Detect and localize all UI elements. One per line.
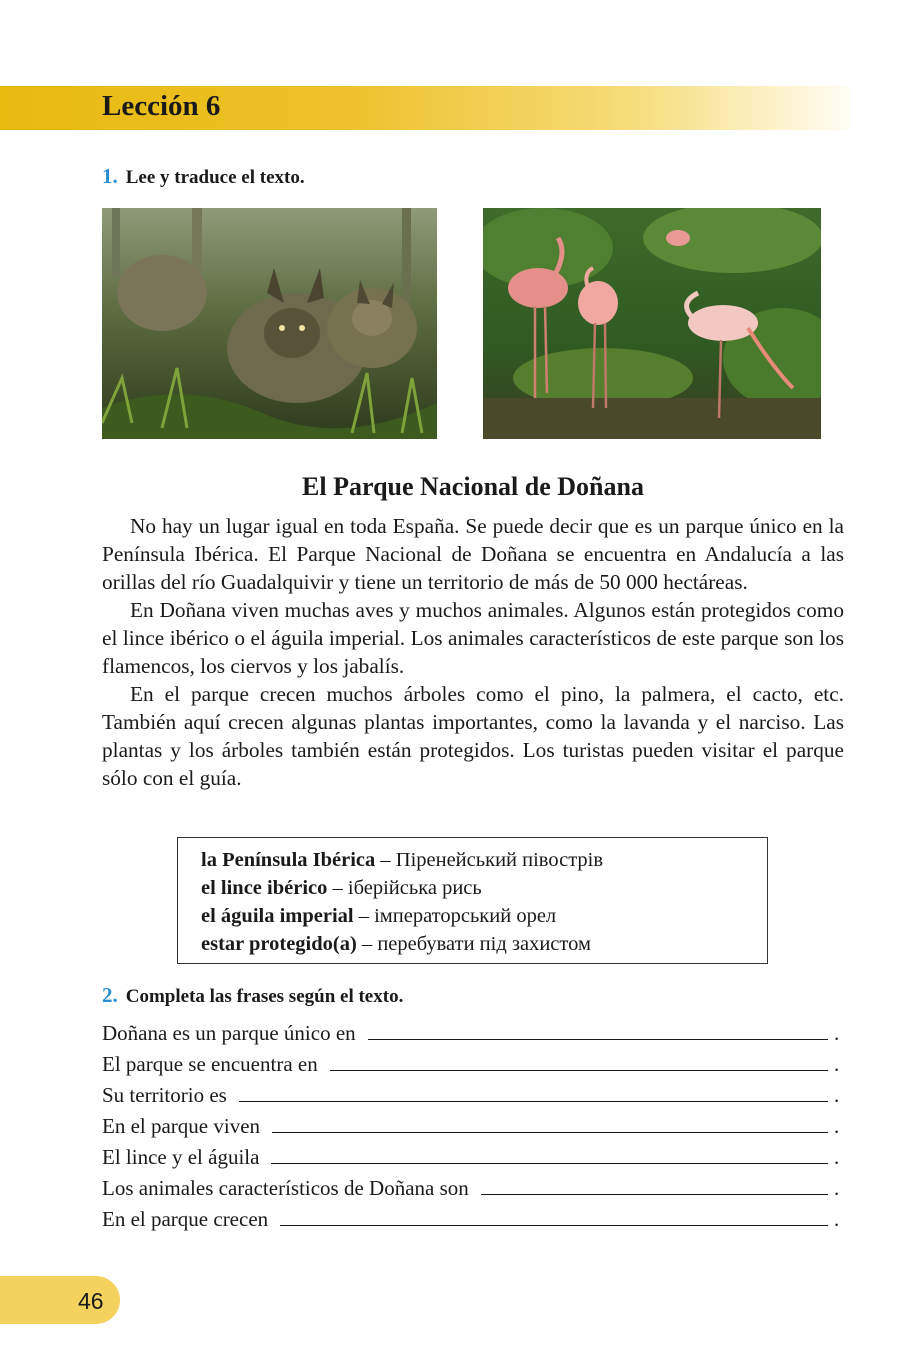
vocab-entry: [201, 930, 767, 958]
lesson-title: Lección 6: [102, 90, 221, 122]
flamingos-photo: [483, 208, 821, 439]
answer-blank[interactable]: [330, 1048, 828, 1071]
sentence-text: Los animales característicos de Doñana son: [102, 1176, 469, 1200]
exercise-1-heading: [102, 164, 305, 189]
lesson-banner: [0, 86, 850, 130]
sentence-end: .: [834, 1207, 840, 1231]
answer-blank[interactable]: [271, 1141, 828, 1164]
answer-blank[interactable]: [368, 1017, 828, 1040]
sentence-row: [102, 1077, 844, 1108]
sentence-end: .: [834, 1083, 840, 1107]
answer-blank[interactable]: [239, 1079, 828, 1102]
vocab-term: el lince ibérico: [201, 877, 328, 899]
article-paragraph: En Doñana viven muchas aves y muchos animales. Algunos están protegidos como el lince ibérico o el águila imperial. Los animales característicos de este parque son los flamencos, los ciervos y los jabalís.: [102, 598, 844, 678]
sentence-row: [102, 1015, 844, 1046]
sentence-row: [102, 1139, 844, 1170]
article-paragraph: En el parque crecen muchos árboles como el pino, la palmera, el cacto, etc. También aquí crecen algunas plantas importantes, como la lavanda y el narciso. Las plantas y los árboles también están protegidos. Los turistas pueden visitar el parque sólo con el guía.: [102, 682, 844, 790]
exercise-1-number: 1.: [102, 164, 118, 188]
vocab-term: la Península Ibérica: [201, 849, 376, 871]
exercise-1-instruction: Lee y traduce el texto.: [125, 167, 305, 188]
fill-in-sentences: [102, 1015, 844, 1232]
vocab-entry: [201, 846, 767, 874]
vocab-term: el águila imperial: [201, 905, 354, 927]
page-number: 46: [78, 1288, 104, 1314]
exercise-2-instruction: Completa las frases según el texto.: [125, 986, 404, 1007]
answer-blank[interactable]: [272, 1110, 828, 1133]
sentence-end: .: [834, 1176, 840, 1200]
sentence-end: .: [834, 1021, 840, 1045]
sentence-row: [102, 1170, 844, 1201]
sentence-row: [102, 1108, 844, 1139]
vocab-term: estar protegido(a): [201, 933, 357, 955]
vocabulary-box: [177, 837, 768, 964]
lynx-photo: [102, 208, 437, 439]
vocab-entry: [201, 874, 767, 902]
vocab-translation: – імператорський орел: [358, 905, 557, 927]
vocab-translation: – Піренейський півострів: [380, 849, 604, 871]
vocab-translation: – іберійська рись: [332, 877, 482, 899]
sentence-text: Su territorio es: [102, 1083, 227, 1107]
sentence-end: .: [834, 1052, 840, 1076]
answer-blank[interactable]: [481, 1172, 828, 1195]
sentence-text: En el parque crecen: [102, 1207, 269, 1231]
sentence-text: El parque se encuentra en: [102, 1052, 318, 1076]
exercise-2-heading: [102, 983, 403, 1008]
article-body: [102, 512, 844, 792]
vocab-entry: [201, 902, 767, 930]
sentence-row: [102, 1046, 844, 1077]
article-title: El Parque Nacional de Doñana: [302, 472, 644, 501]
sentence-text: Doñana es un parque único en: [102, 1021, 356, 1045]
vocab-translation: – перебувати під захистом: [361, 933, 591, 955]
sentence-row: [102, 1201, 844, 1232]
sentence-end: .: [834, 1114, 840, 1138]
answer-blank[interactable]: [280, 1203, 828, 1226]
sentence-text: El lince y el águila: [102, 1145, 260, 1169]
sentence-text: En el parque viven: [102, 1114, 261, 1138]
page-number-tab: [0, 1276, 120, 1324]
article-paragraph: No hay un lugar igual en toda España. Se puede decir que es un parque único en la Península Ibérica. El Parque Nacional de Doñana se encuentra en Andalucía a las orillas del río Guadalquivir y tiene un territorio de más de 50 000 hectáreas.: [102, 514, 844, 594]
sentence-end: .: [834, 1145, 840, 1169]
exercise-2-number: 2.: [102, 983, 118, 1007]
